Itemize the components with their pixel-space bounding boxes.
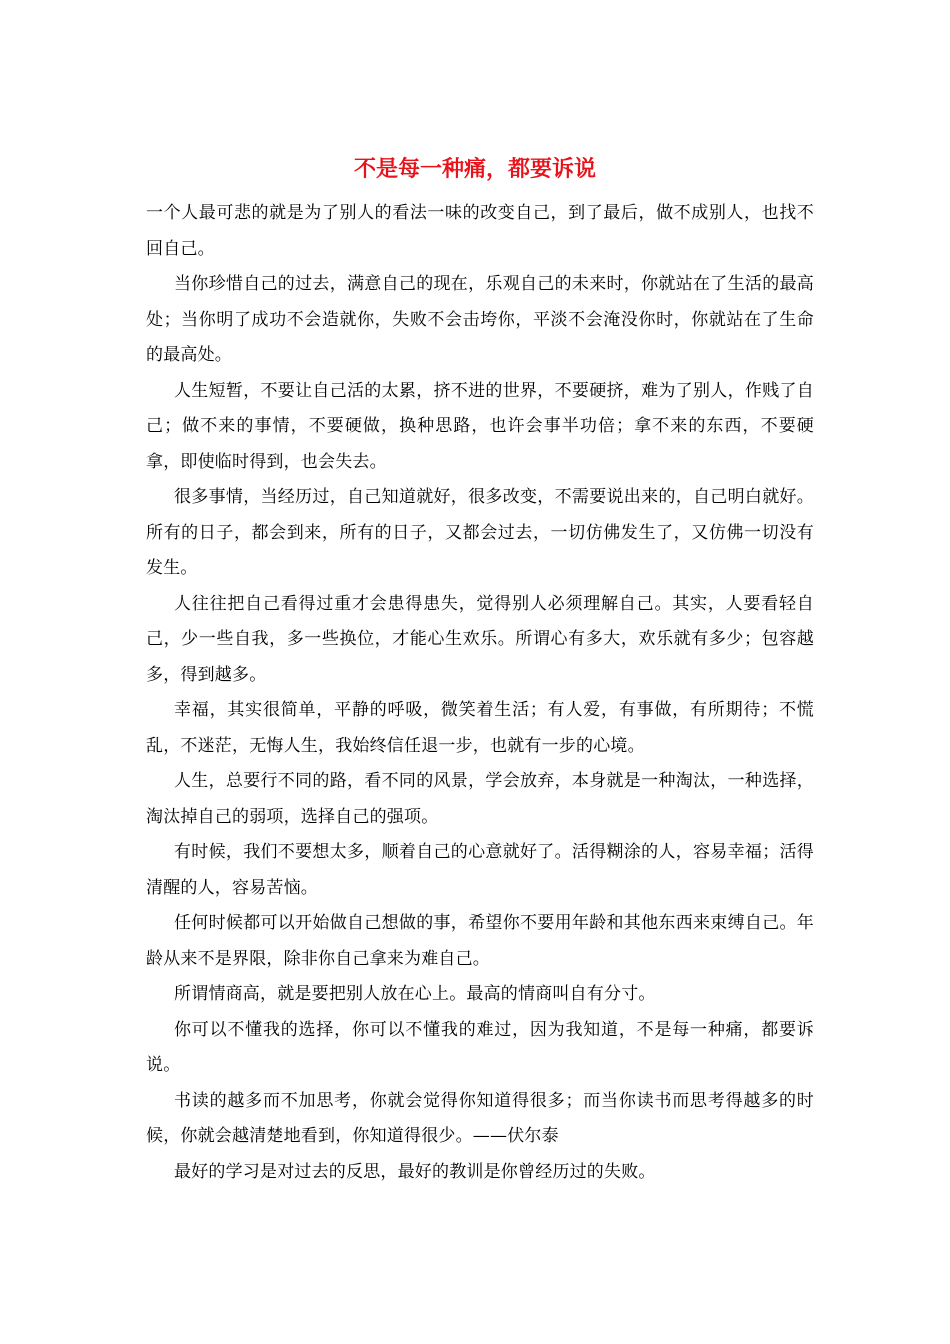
paragraph-4: 很多事情，当经历过，自己知道就好，很多改变，不需要说出来的，自己明白就好。所有的日子，都会到来，所有的日子，又都会过去，一切仿佛发生了，又仿佛一切没有发生。 bbox=[146, 487, 814, 578]
paragraph-9: 任何时候都可以开始做自己想做的事，希望你不要用年龄和其他东西来束缚自己。年龄从来不是界限，除非你自己拿来为难自己。 bbox=[146, 913, 814, 969]
paragraph-13: 最好的学习是对过去的反思，最好的教训是你曾经历过的失败。 bbox=[174, 1161, 656, 1182]
paragraph-1: 一个人最可悲的就是为了别人的看法一味的改变自己，到了最后，做不成别人，也找不回自己。 bbox=[146, 203, 814, 259]
paragraph-3: 人生短暂，不要让自己活的太累，挤不进的世界，不要硬挤，难为了别人，作贱了自己；做不来的事情，不要硬做，换种思路，也许会事半功倍；拿不来的东西，不要硬拿，即使临时得到，也会失去。 bbox=[146, 380, 814, 472]
paragraph-6: 幸福，其实很简单，平静的呼吸，微笑着生活；有人爱，有事做，有所期待；不慌乱，不迷茫，无悔人生，我始终信任退一步，也就有一步的心境。 bbox=[146, 700, 814, 756]
paragraph-11: 你可以不懂我的选择，你可以不懂我的难过，因为我知道，不是每一种痛，都要诉说。 bbox=[146, 1019, 814, 1075]
document-title: 不是每一种痛，都要诉说 bbox=[353, 156, 596, 182]
paragraph-7: 人生，总要行不同的路，看不同的风景，学会放弃，本身就是一种淘汰，一种选择，淘汰掉自己的弱项，选择自己的强项。 bbox=[146, 771, 814, 827]
paragraph-5: 人往往把自己看得过重才会患得患失，觉得别人必须理解自己。其实，人要看轻自己，少一些自我，多一些换位，才能心生欢乐。所谓心有多大，欢乐就有多少；包容越多，得到越多。 bbox=[146, 593, 814, 685]
paragraph-2: 当你珍惜自己的过去，满意自己的现在，乐观自己的未来时，你就站在了生活的最高处；当你明了成功不会造就你，失败不会击垮你，平淡不会淹没你时，你就站在了生命的最高处。 bbox=[146, 274, 814, 365]
paragraph-8: 有时候，我们不要想太多，顺着自己的心意就好了。活得糊涂的人，容易幸福；活得清醒的人，容易苦恼。 bbox=[146, 842, 814, 898]
paragraph-12: 书读的越多而不加思考，你就会觉得你知道得很多；而当你读书而思考得越多的时候，你就会越清楚地看到，你知道得很少。——伏尔泰 bbox=[146, 1090, 814, 1146]
paragraph-10: 所谓情商高，就是要把别人放在心上。最高的情商叫自有分寸。 bbox=[174, 984, 656, 1004]
document-body bbox=[146, 196, 814, 1190]
